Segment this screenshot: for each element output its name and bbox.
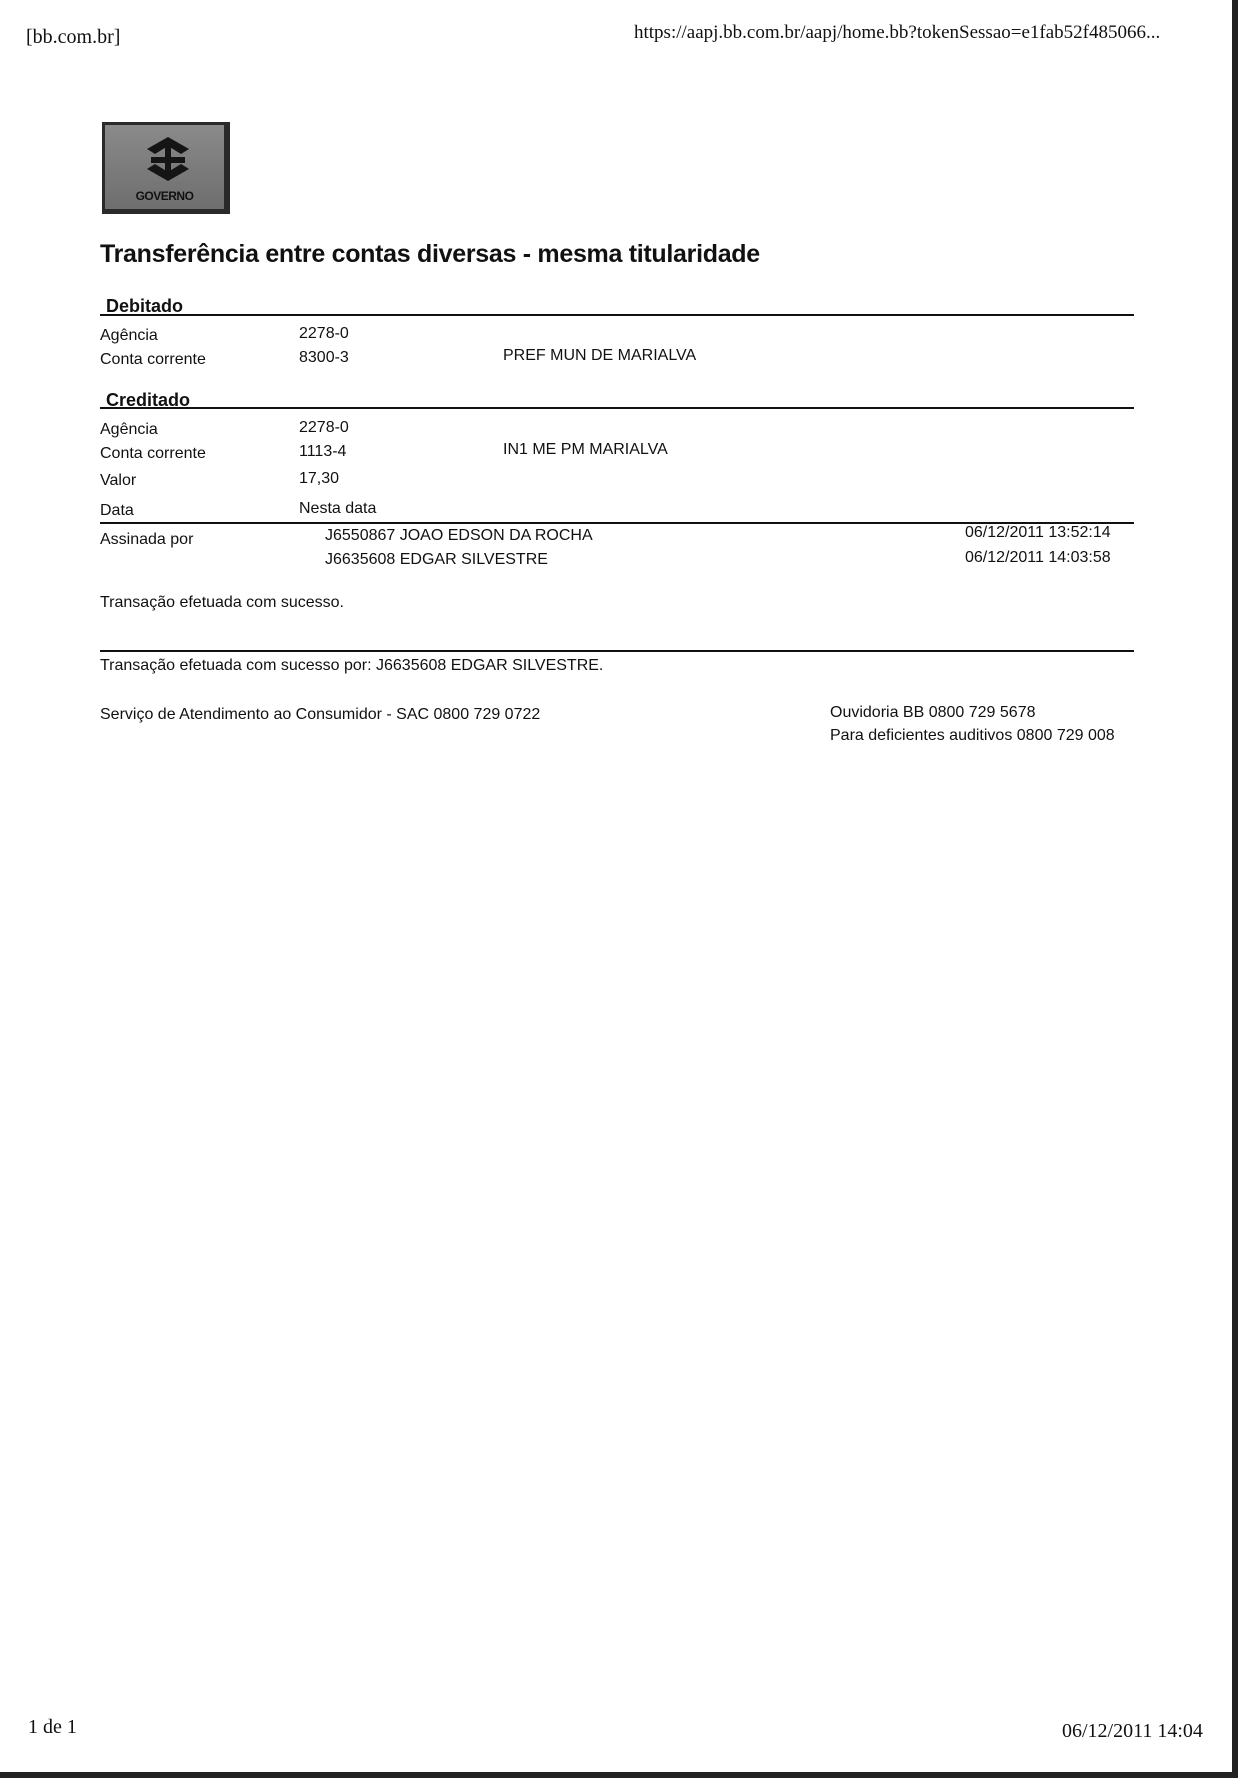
valor-value: 17,30 [299,470,340,487]
signer-name: J6635608 EDGAR SILVESTRE [325,551,548,568]
bank-logo [102,122,230,214]
debitado-agencia-label: Agência [100,327,158,344]
debitado-conta-label: Conta corrente [100,351,206,368]
creditado-conta-label: Conta corrente [100,445,206,462]
debitado-heading: Debitado [106,296,184,316]
banco-do-brasil-logo-icon [145,135,191,183]
creditado-titular: IN1 ME PM MARIALVA [503,441,668,458]
logo-text: GOVERNO [135,189,194,203]
debitado-titular: PREF MUN DE MARIALVA [503,347,697,364]
creditado-agencia-value: 2278-0 [299,419,349,436]
signer-name: J6550867 JOAO EDSON DA ROCHA [325,527,593,544]
data-value: Nesta data [299,500,377,517]
sac-contact: Serviço de Atendimento ao Consumidor - SAC 0800 729 0722 [100,706,541,723]
data-label: Data [100,502,134,519]
status-message: Transação efetuada com sucesso. [100,594,344,611]
signer-timestamp: 06/12/2011 13:52:14 [965,524,1111,541]
print-footer-datetime: 06/12/2011 14:04 [1062,1720,1203,1742]
creditado-conta-value: 1113-4 [299,443,347,460]
creditado-rule [100,407,1134,409]
final-rule [100,650,1134,652]
final-message: Transação efetuada com sucesso por: J6635608 EDGAR SILVESTRE. [100,657,604,674]
valor-label: Valor [100,472,137,489]
signer-timestamp: 06/12/2011 14:03:58 [965,549,1111,566]
print-header-site: [bb.com.br] [26,26,121,48]
debitado-agencia-value: 2278-0 [299,325,349,342]
page-title: Transferência entre contas diversas - mesma titularidade [100,240,760,268]
debitado-rule [100,314,1134,316]
deficientes-contact: Para deficientes auditivos 0800 729 008 [830,727,1115,744]
ouvidoria-contact: Ouvidoria BB 0800 729 5678 [830,704,1036,721]
print-header-url[interactable]: https://aapj.bb.com.br/aapj/home.bb?tokenSessao=e1fab52f485066... [634,22,1161,43]
debitado-conta-value: 8300-3 [299,349,349,366]
print-footer-page: 1 de 1 [28,1716,77,1738]
assinada-por-label: Assinada por [100,531,194,548]
creditado-agencia-label: Agência [100,421,158,438]
creditado-heading: Creditado [106,390,191,410]
